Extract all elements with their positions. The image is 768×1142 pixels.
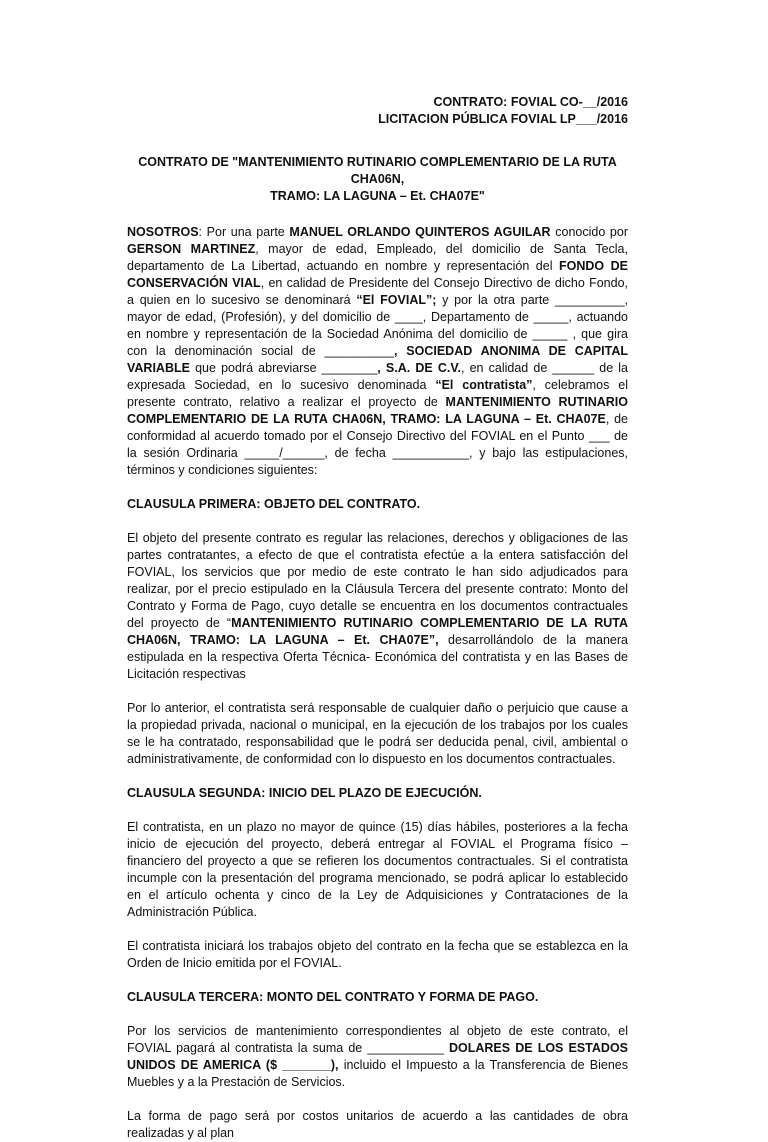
- tender-number: LICITACION PÚBLICA FOVIAL LP___/2016: [378, 112, 628, 126]
- intro-s15: “El contratista”: [435, 378, 533, 392]
- intro-s06: , mayor de edad, Empleado, del domicilio de Santa Tecla, departamento de La Libertad, actuando en nombre y representación del: [127, 242, 628, 273]
- intro-s13: , S.A. DE C.V.: [377, 361, 461, 375]
- clause3-p1a: Por los servicios de mantenimiento correspondientes al objeto de este contrato, el FOVIAL pagará al contratista la suma de ___________: [127, 1024, 628, 1055]
- clause3-p1c: incluido el Impuesto a la Transferencia de Bienes Muebles y a la Prestación de Servicios.: [127, 1058, 629, 1089]
- clause2-paragraph1: El contratista, en un plazo no mayor de quince (15) días hábiles, posteriores a la fecha inicio de ejecución del proyecto, deberá entregar al FOVIAL el Programa físico – financiero del proyecto a que se refieren los documentos contractuales. Si el contratista incumple con la presentación del programa mencionado, se podrá aplicar lo establecido en el artículo ochenta y cinco de la Ley de Adquisiciones y Contrataciones de la Administración Pública.: [127, 820, 628, 919]
- clause3-heading: CLAUSULA TERCERA: MONTO DEL CONTRATO Y FORMA DE PAGO.: [127, 990, 539, 1004]
- intro-s14: , en calidad de ______ de la expresada Sociedad, en lo sucesivo denominada: [127, 361, 629, 392]
- intro-s17: MANTENIMIENTO RUTINARIO COMPLEMENTARIO DE LA RUTA CHA06N, TRAMO: LA LAGUNA – Et. CHA07E: [127, 395, 628, 426]
- intro-s10: y por la otra parte __________, mayor de edad, (Profesión), y del domicilio de ____, Departamento de _____, actuando en nombre y representación de la Sociedad Anónima del domicilio de _____ , que gira con la denominación social de __________: [127, 293, 628, 358]
- contract-title: [127, 154, 628, 205]
- intro-s08: , en calidad de Presidente del Consejo Directivo de dicho Fondo, a quien en lo sucesivo se denominará: [127, 276, 629, 307]
- contract-header: [127, 94, 628, 128]
- clause1-p1c: desarrollándolo de la manera estipulada en la respectiva Oferta Técnica- Económica del contratista y en las Bases de Licitación respectivas: [127, 633, 628, 681]
- clause1-heading: CLAUSULA PRIMERA: OBJETO DEL CONTRATO.: [127, 497, 421, 511]
- contract-title-line2: TRAMO: LA LAGUNA – Et. CHA07E": [270, 189, 485, 203]
- intro-s12: que podrá abreviarse ________: [189, 361, 378, 375]
- intro-s02: : Por una parte: [198, 225, 290, 239]
- clause3-paragraph2: La forma de pago será por costos unitarios de acuerdo a las cantidades de obra realizadas y al plan: [127, 1109, 628, 1140]
- intro-s05: GERSON MARTINEZ: [127, 242, 256, 256]
- intro-s09: “El FOVIAL”;: [356, 293, 437, 307]
- intro-s03: MANUEL ORLANDO QUINTEROS AGUILAR: [289, 225, 551, 239]
- clause1-paragraph2: Por lo anterior, el contratista será responsable de cualquier daño o perjuicio que cause a la propiedad privada, nacional o municipal, en la ejecución de los trabajos por los cuales se le ha contratado, responsabilidad que le podrá ser deducida penal, civil, ambiental o administrativamente, de conformidad con lo dispuesto en los documentos contractuales.: [127, 701, 628, 766]
- clause3-p1b: DOLARES DE LOS ESTADOS UNIDOS DE AMERICA ($ _______),: [127, 1041, 629, 1072]
- clause1-paragraph1: [127, 530, 628, 683]
- intro-s16: , celebramos el presente contrato, relativo a realizar el proyecto de: [127, 378, 628, 409]
- clause1-p1b: MANTENIMIENTO RUTINARIO COMPLEMENTARIO DE LA RUTA CHA06N, TRAMO: LA LAGUNA – Et. CHA07E”,: [127, 616, 629, 647]
- contract-title-line1: CONTRATO DE "MANTENIMIENTO RUTINARIO COMPLEMENTARIO DE LA RUTA CHA06N,: [138, 155, 617, 186]
- intro-s01: NOSOTROS: [127, 225, 199, 239]
- clause2-paragraph2: El contratista iniciará los trabajos objeto del contrato en la fecha que se establezca en la Orden de Inicio emitida por el FOVIAL.: [127, 939, 628, 970]
- clause3-paragraph1: [127, 1023, 628, 1091]
- intro-s18: , de conformidad al acuerdo tomado por el Consejo Directivo del FOVIAL en el Punto ___ de la sesión Ordinaria _____/______, de fecha ___________, y bajo las estipulaciones, términos y condiciones siguientes:: [127, 412, 629, 477]
- clause1-p1a: El objeto del presente contrato es regular las relaciones, derechos y obligaciones de las partes contratantes, a efecto de que el contratista efectúe a la entera satisfacción del FOVIAL, los servicios que por medio de este contrato le han sido adjudicados para realizar, por el precio estipulado en la Cláusula Tercera del presente contrato: Monto del Contrato y Forma de Pago, cuyo detalle se encuentra en los documentos contractuales del proyecto de “: [127, 531, 628, 630]
- clause2-heading: CLAUSULA SEGUNDA: INICIO DEL PLAZO DE EJECUCIÓN.: [127, 786, 482, 800]
- intro-s07: FONDO DE CONSERVACIÓN VIAL: [127, 259, 628, 290]
- intro-s04: conocido por: [550, 225, 628, 239]
- contract-number: CONTRATO: FOVIAL CO-__/2016: [433, 95, 628, 109]
- intro-s11: , SOCIEDAD ANONIMA DE CAPITAL VARIABLE: [127, 344, 628, 375]
- intro-paragraph: [127, 224, 628, 479]
